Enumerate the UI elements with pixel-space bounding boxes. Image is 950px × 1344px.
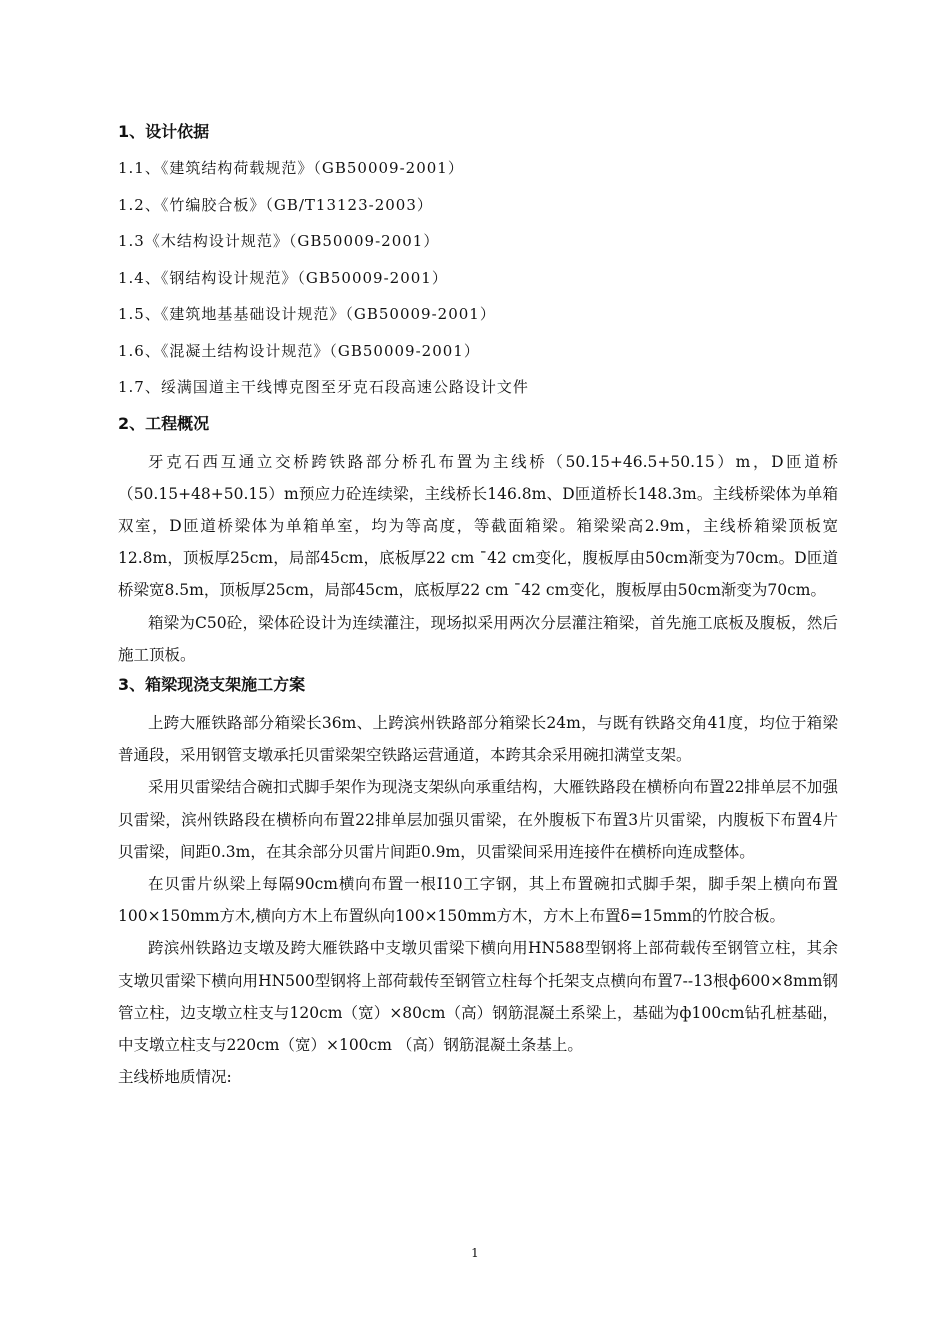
reference-item: 1.6、《混凝土结构设计规范》（GB50009-2001） (118, 341, 480, 360)
body-paragraph: 采用贝雷梁结合碗扣式脚手架作为现浇支架纵向承重结构，大雁铁路段在横桥向布置22排单层不加强贝雷梁，滨州铁路段在横桥向布置22排单层加强贝雷梁，在外腹板下布置3片贝雷梁，内腹板下布置4片贝雷梁，间距0.3m，在其余部分贝雷片间距0.9m，贝雷梁间采用连接件在横桥向连成整体。 (118, 778, 838, 861)
reference-item: 1.4、《钢结构设计规范》（GB50009-2001） (118, 268, 448, 287)
reference-item: 1.7、绥满国道主干线博克图至牙克石段高速公路设计文件 (118, 378, 529, 396)
reference-item: 1.2、《竹编胶合板》（GB/T13123-2003） (118, 195, 433, 214)
document-body (118, 118, 838, 1093)
section-heading-project-overview: 2、工程概况 (118, 413, 210, 433)
body-paragraph: 在贝雷片纵梁上每隔90cm横向布置一根I10工字钢，其上布置碗扣式脚手架，脚手架上横向布置100×150mm方木,横向方木上布置纵向100×150mm方木，方木上布置δ=15mm的竹胶合板。 (118, 874, 838, 926)
section-heading-design-basis: 1、设计依据 (118, 122, 210, 141)
body-paragraph: 牙克石西互通立交桥跨铁路部分桥孔布置为主线桥（50.15+46.5+50.15）m，D匝道桥（50.15+48+50.15）m预应力砼连续梁，主线桥长146.8m、D匝道桥长148.3m。主线桥梁体为单箱双室，D匝道桥梁体为单箱单室，均为等高度，等截面箱梁。箱梁梁高2.9m，主线桥箱梁顶板宽12.8m，顶板厚25cm，局部45cm，底板厚22 cm ¯42 cm变化，腹板厚由50cm渐变为70cm。D匝道桥梁宽8.5m，顶板厚25cm，局部45cm，底板厚22 cm ¯42 cm变化，腹板厚由50cm渐变为70cm。 (118, 452, 838, 600)
section-heading-support-plan: 3、箱梁现浇支架施工方案 (118, 674, 306, 694)
body-paragraph: 上跨大雁铁路部分箱梁长36m、上跨滨州铁路部分箱梁长24m，与既有铁路交角41度，均位于箱梁普通段，采用钢管支墩承托贝雷梁架空铁路运营通道，本跨其余采用碗扣满堂支架。 (118, 713, 838, 765)
body-paragraph: 箱梁为C50砼，梁体砼设计为连续灌注，现场拟采用两次分层灌注箱梁，首先施工底板及腹板，然后施工顶板。 (118, 613, 838, 664)
body-paragraph-unindented: 主线桥地质情况: (118, 1068, 232, 1087)
page-number: 1 (471, 1246, 479, 1260)
reference-item: 1.3《木结构设计规范》（GB50009-2001） (118, 232, 440, 250)
reference-item: 1.5、《建筑地基基础设计规范》（GB50009-2001） (118, 305, 496, 323)
reference-item: 1.1、《建筑结构荷载规范》（GB50009-2001） (118, 159, 464, 177)
body-paragraph: 跨滨州铁路边支墩及跨大雁铁路中支墩贝雷梁下横向用HN588型钢将上部荷载传至钢管立柱，其余支墩贝雷梁下横向用HN500型钢将上部荷载传至钢管立柱每个托架支点横向布置7--13根ф600×8mm钢管立柱，边支墩立柱支与120cm（宽）×80cm（高）钢筋混凝土系梁上，基础为ф100cm钻孔桩基础，中支墩立柱支与220cm（宽）×100cm （高）钢筋混凝土条基上。 (118, 939, 838, 1054)
